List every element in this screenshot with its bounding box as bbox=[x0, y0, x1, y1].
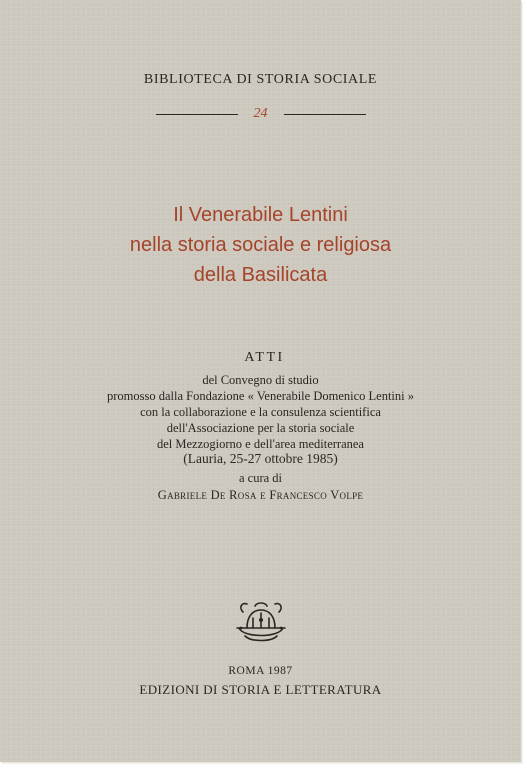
editors: Gabriele De Rosa e Francesco Volpe bbox=[157, 488, 364, 502]
volume-number: 24 bbox=[253, 106, 268, 121]
book-title bbox=[0, 200, 521, 290]
title-line-3: della Basilicata bbox=[193, 264, 328, 286]
description-line-5: del Mezzogiorno e dell'area mediterranea bbox=[156, 437, 364, 451]
series-name: BIBLIOTECA DI STORIA SOCIALE bbox=[143, 72, 378, 87]
description-line-1: del Convegno di studio bbox=[202, 373, 319, 387]
place-and-year: ROMA 1987 bbox=[228, 665, 293, 677]
title-line-1: Il Venerabile Lentini bbox=[173, 204, 348, 226]
description-line-2: promosso dalla Fondazione « Venerabile Domenico Lentini » bbox=[107, 389, 414, 403]
description-line-4: dell'Associazione per la storia sociale bbox=[166, 421, 355, 435]
proceedings-heading: ATTI bbox=[244, 350, 285, 365]
publisher-emblem-icon bbox=[233, 598, 289, 646]
proceedings-description bbox=[0, 372, 521, 452]
publisher-name: EDIZIONI DI STORIA E LETTERATURA bbox=[139, 682, 382, 697]
title-line-2: nella storia sociale e religiosa bbox=[129, 234, 392, 256]
curator-intro: a cura di bbox=[238, 471, 283, 485]
description-line-3: con la collaborazione e la consulenza scientifica bbox=[140, 405, 381, 419]
left-rule bbox=[156, 114, 238, 115]
series-volume-row bbox=[0, 104, 521, 124]
conference-dates: (Lauria, 25-27 ottobre 1985) bbox=[183, 451, 338, 466]
right-rule bbox=[284, 114, 366, 115]
